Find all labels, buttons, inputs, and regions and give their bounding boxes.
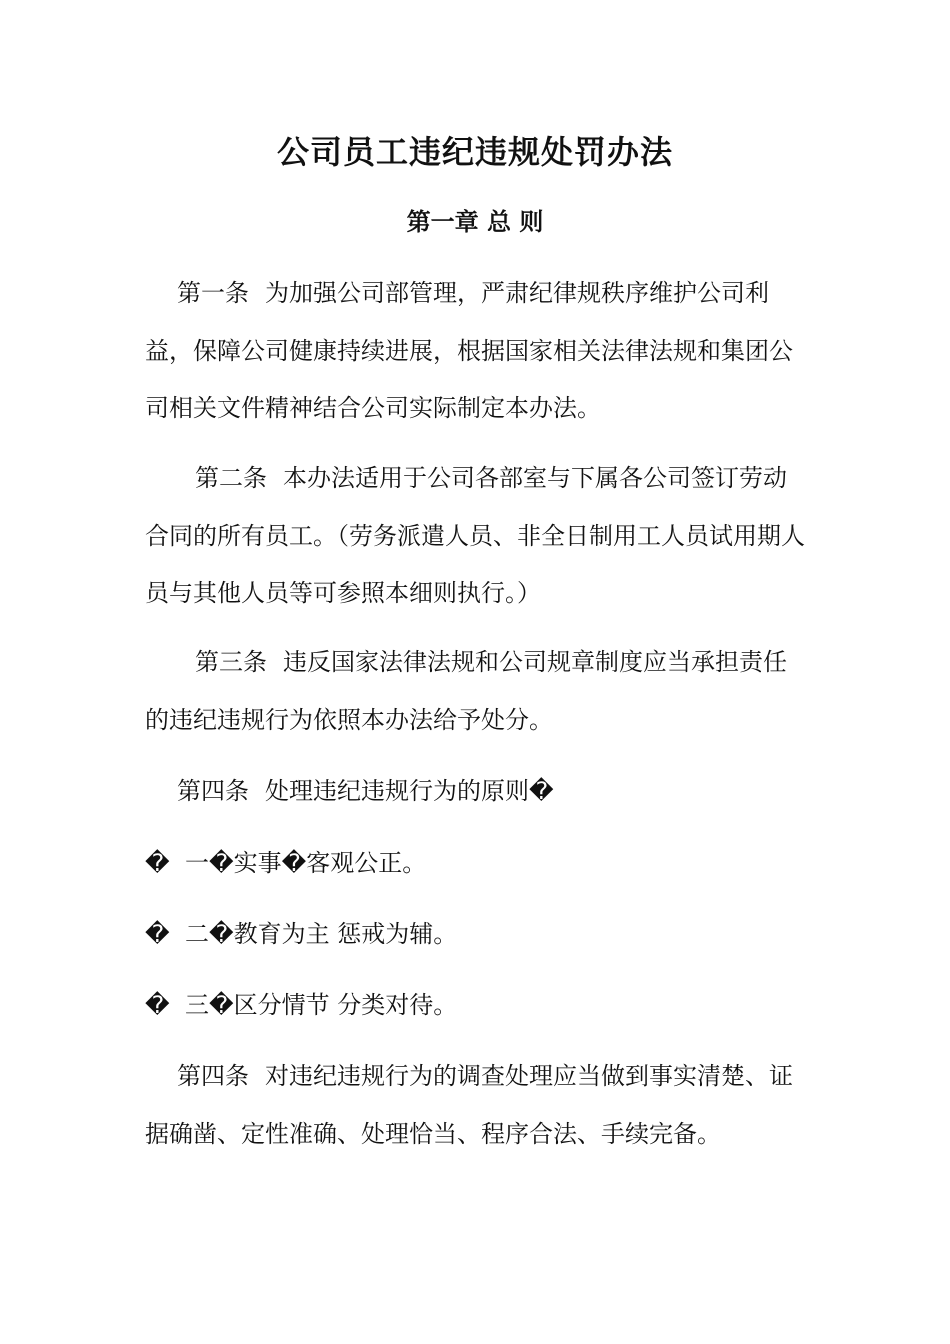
article-3-label: 第三条 xyxy=(195,648,267,676)
article-4-label: 第四条 xyxy=(177,777,249,805)
article-4-principles xyxy=(145,763,810,821)
article-1 xyxy=(145,265,810,438)
principle-item xyxy=(145,914,810,954)
article-2 xyxy=(145,450,810,623)
principle-text: 一�实事�客观公正。 xyxy=(185,849,427,877)
article-3-text: 违反国家法律法规和公司规章制度应当承担责任的违纪违规行为依照本办法给予处分。 xyxy=(145,648,787,734)
document-title: 公司员工违纪违规处罚办法 xyxy=(276,133,673,171)
chapter-heading: 第一章 总 则 xyxy=(406,208,544,236)
article-1-text: 为加强公司部管理，严肃纪律规秩序维护公司利益，保障公司健康持续进展，根据国家相关法律法规和集团公司相关文件精神结合公司实际制定本办法。 xyxy=(145,279,793,422)
principle-item xyxy=(145,985,810,1025)
article-4b-label: 第四条 xyxy=(177,1062,249,1090)
principle-bullet: � xyxy=(145,920,170,948)
principle-text: 二�教育为主 惩戒为辅。 xyxy=(185,920,458,948)
article-2-text: 本办法适用于公司各部室与下属各公司签订劳动合同的所有员工。（劳务派遣人员、非全日制用工人员试用期人员与其他人员等可参照本细则执行。） xyxy=(145,464,805,607)
principle-bullet: � xyxy=(145,991,170,1019)
article-4-text: 处理违纪违规行为的原则� xyxy=(265,777,554,805)
article-3 xyxy=(145,634,810,749)
principle-text: 三�区分情节 分类对待。 xyxy=(185,991,458,1019)
article-2-label: 第二条 xyxy=(195,464,267,492)
principle-bullet: � xyxy=(145,849,170,877)
article-1-label: 第一条 xyxy=(177,279,249,307)
principle-item xyxy=(145,843,810,883)
article-4b-text: 对违纪违规行为的调查处理应当做到事实清楚、证据确凿、定性准确、处理恰当、程序合法、手续完备。 xyxy=(145,1062,793,1148)
article-4-investigation xyxy=(145,1048,810,1163)
